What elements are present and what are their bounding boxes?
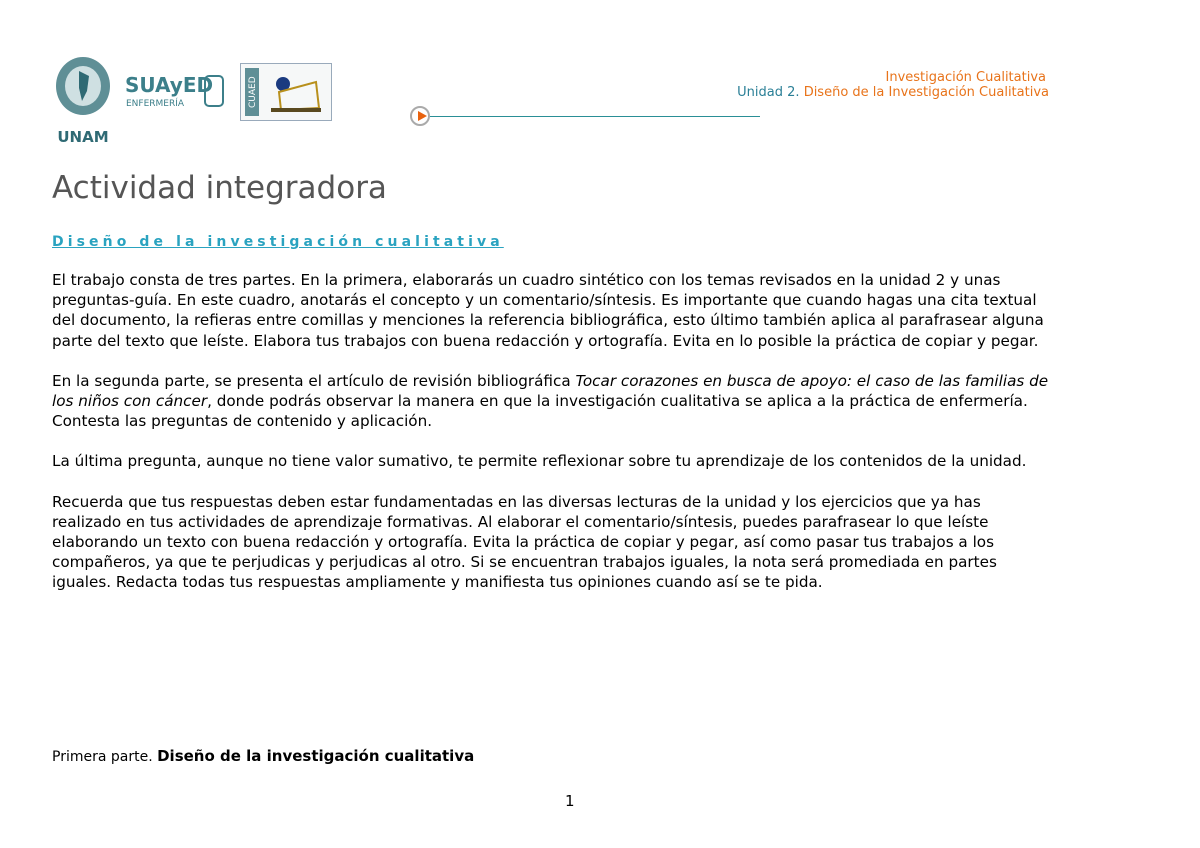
activity-subtitle: Diseño de la investigación cualitativa [52, 234, 504, 250]
instructions [52, 270, 1052, 613]
paragraph-2-end: , donde podrás observar la manera en que la investigación cualitativa se aplica a la práctica de enfermería. Contesta las preguntas de contenido y aplicación. [52, 392, 1028, 431]
unit-title [737, 85, 1049, 100]
page-title: Actividad integradora [52, 170, 387, 206]
svg-text:UNAM: UNAM [57, 128, 109, 146]
paragraph-3: La última pregunta, aunque no tiene valor sumativo, te permite reflexionar sobre tu aprendizaje de los contenidos de la unidad. [52, 452, 1027, 471]
paragraph-2 [52, 371, 1052, 432]
unit-label: Unidad 2. [737, 85, 800, 100]
header-divider [430, 116, 760, 117]
cuaed-logo [240, 63, 332, 121]
svg-text:SUAyED: SUAyED [125, 73, 214, 97]
svg-text:CUAED: CUAED [248, 76, 258, 108]
section-label: Primera parte. [52, 749, 153, 765]
section-title: Diseño de la investigación cualitativa [157, 747, 475, 765]
paragraph-1: El trabajo consta de tres partes. En la primera, elaborarás un cuadro sintético con los temas revisados en la unidad 2 y unas preguntas-guía. En este cuadro, anotarás el concepto y un comentario/síntesis. Es importante que cuando hagas una cita textual del documento, la refieras entre comillas y menciones la referencia bibliográfica, esto último también aplica al parafrasear alguna parte del texto que leíste. Elabora tus trabajos con buena redacción y ortografía. Evita en lo posible la práctica de copiar y pegar. [52, 271, 1044, 350]
unam-logo [52, 56, 114, 146]
paragraph-2-start: En la segunda parte, se presenta el artículo de revisión bibliográfica [52, 371, 576, 390]
paragraph-4: Recuerda que tus respuestas deben estar fundamentadas en las diversas lecturas de la unidad y los ejercicios que ya has realizado en tus actividades de aprendizaje formativas. Al elaborar el comentario/síntesis, puedes parafrasear lo que leíste elaborando un texto con buena redacción y ortografía. Evita la práctica de copiar y pegar, así como pasar tus trabajos a los compañeros, ya que te perjudicas y perjudicas al otro. Si se encuentran trabajos iguales, la nota será promediada en partes iguales. Redacta todas tus respuestas ampliamente y manifiesta tus opiniones cuando así se te pida. [52, 492, 997, 592]
section-heading [52, 747, 474, 765]
page-number: 1 [565, 792, 575, 810]
play-arrow-icon [410, 106, 430, 126]
course-title: Investigación Cualitativa [885, 70, 1046, 85]
article-title: Tocar corazones en busca de apoyo: el caso de las familias de los niños con cáncer [52, 371, 1049, 411]
svg-text:ENFERMERÍA: ENFERMERÍA [126, 99, 185, 109]
unit-name: Diseño de la Investigación Cualitativa [803, 85, 1049, 100]
suayed-logo [125, 70, 225, 112]
